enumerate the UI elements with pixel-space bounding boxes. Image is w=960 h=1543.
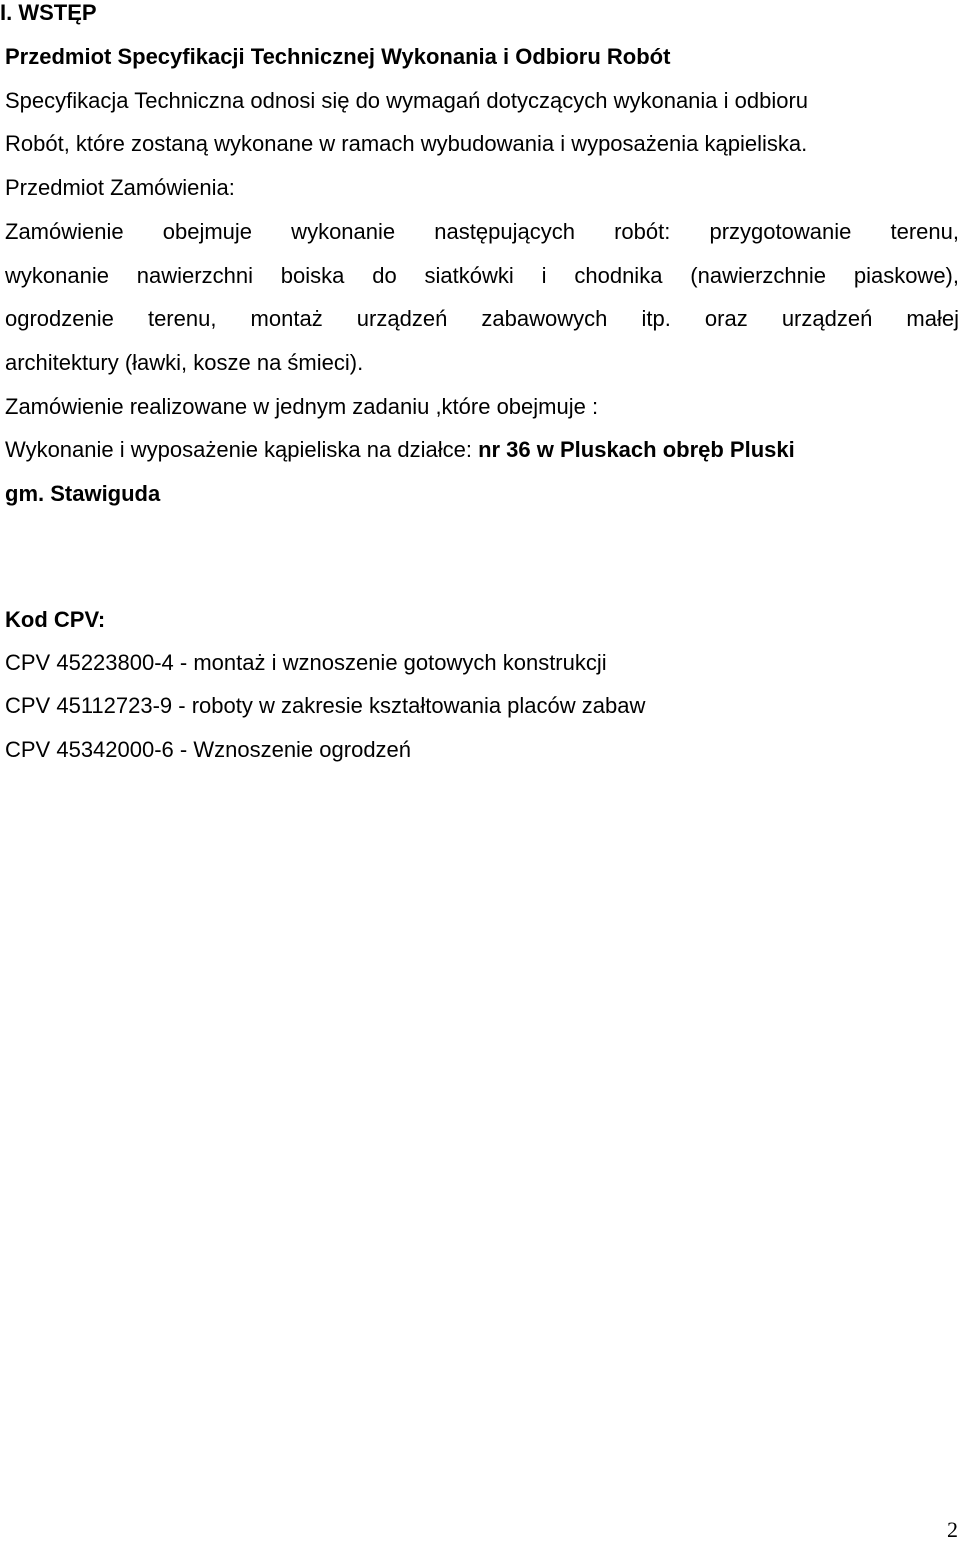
section-heading: I. WSTĘP	[0, 0, 97, 25]
scope-line-4: architektury (ławki, kosze na śmieci).	[5, 350, 364, 375]
cpv-item: CPV 45112723-9 - roboty w zakresie kształtowania placów zabaw	[5, 693, 646, 718]
page-number: 2	[947, 1517, 958, 1542]
scope-line-3: ogrodzenie terenu, montaż urządzeń zabawowych itp. oraz urządzeń małej	[5, 306, 959, 331]
cpv-item: CPV 45342000-6 - Wznoszenie ogrodzeń	[5, 737, 412, 762]
municipality: gm. Stawiguda	[5, 481, 161, 506]
intro-line-1: Specyfikacja Techniczna odnosi się do wymagań dotyczących wykonania i odbioru	[5, 88, 809, 113]
task-line-1: Zamówienie realizowane w jednym zadaniu ,które obejmuje :	[5, 394, 599, 419]
task-line-2-text: Wykonanie i wyposażenie kąpieliska na działce:	[5, 437, 479, 462]
scope-line-1: Zamówienie obejmuje wykonanie następujących robót: przygotowanie terenu,	[5, 219, 959, 244]
cpv-label: Kod CPV:	[5, 607, 106, 632]
intro-line-3: Przedmiot Zamówienia:	[5, 175, 235, 200]
section-subheading: Przedmiot Specyfikacji Technicznej Wykonania i Odbioru Robót	[5, 44, 671, 69]
plot-location: nr 36 w Pluskach obręb Pluski	[478, 437, 795, 462]
intro-line-2: Robót, które zostaną wykonane w ramach wybudowania i wyposażenia kąpieliska.	[5, 131, 808, 156]
task-line-2	[5, 437, 795, 463]
scope-line-2: wykonanie nawierzchni boiska do siatkówki i chodnika (nawierzchnie piaskowe),	[5, 263, 959, 288]
cpv-item: CPV 45223800-4 - montaż i wznoszenie gotowych konstrukcji	[5, 650, 607, 675]
